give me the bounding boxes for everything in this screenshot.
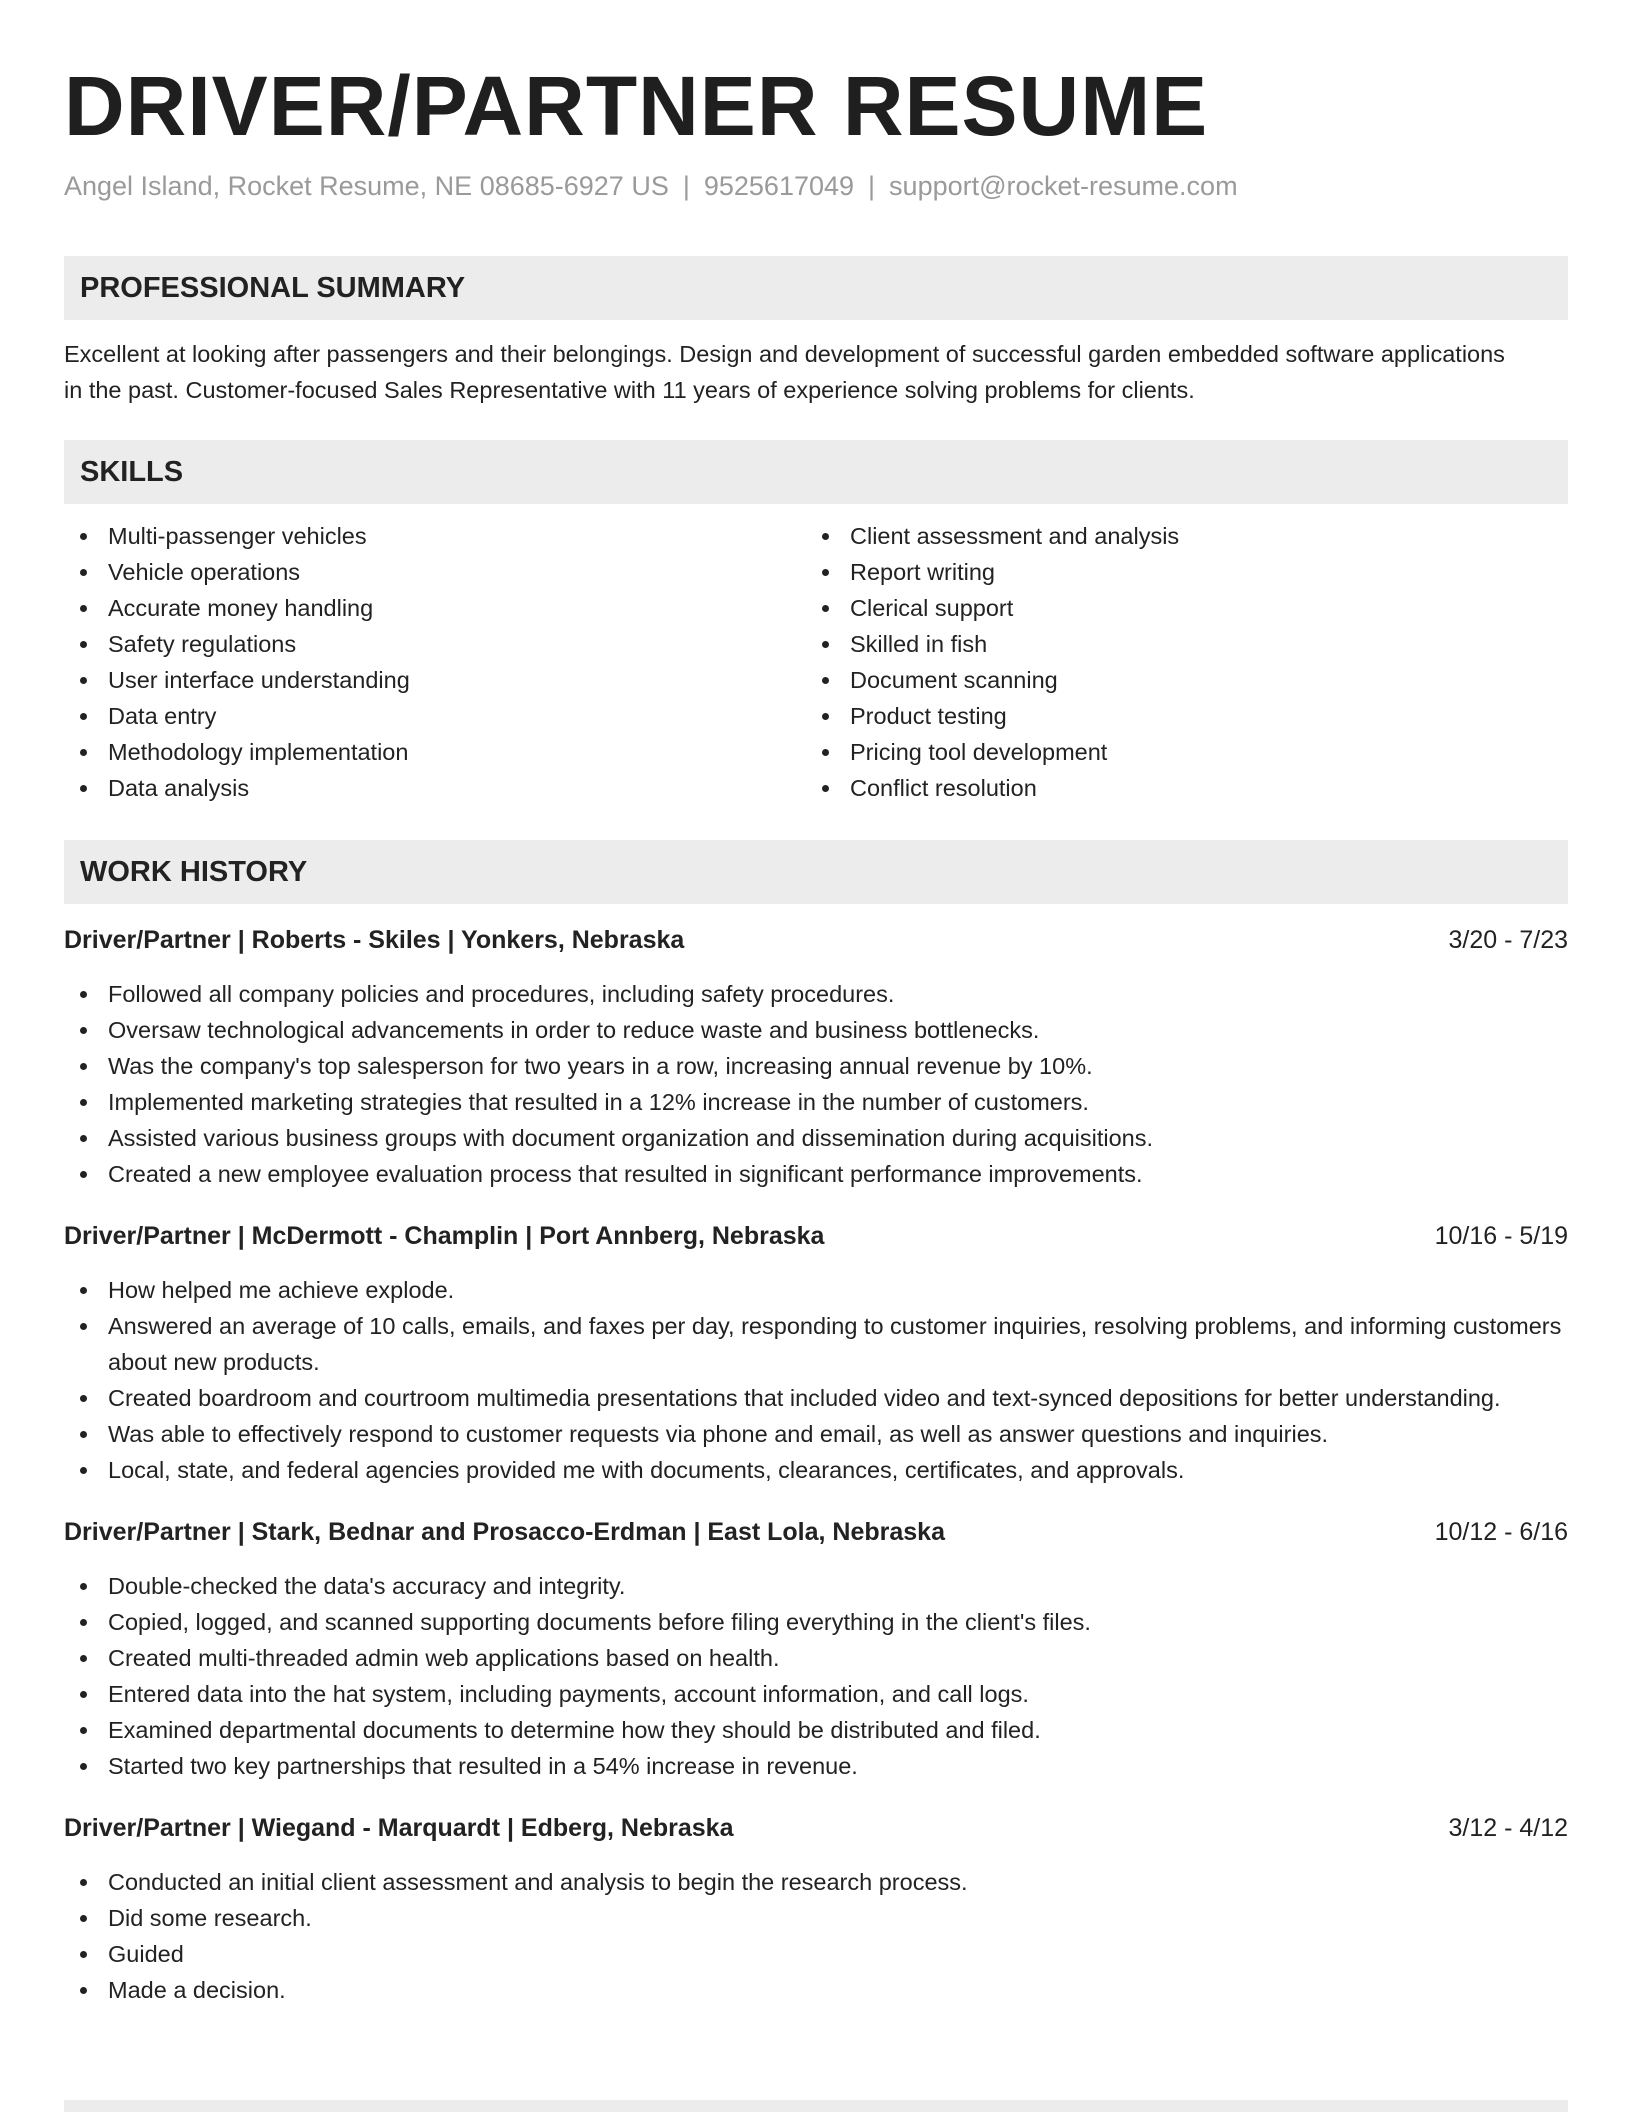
skill-item: Safety regulations xyxy=(64,626,806,662)
job-bullet: Made a decision. xyxy=(64,1972,1568,2008)
job-header xyxy=(64,1514,1568,1550)
contact-separator: | xyxy=(682,171,690,201)
job-bullet: Created a new employee evaluation process that resulted in significant performance improvements. xyxy=(64,1156,1568,1192)
job-bullets xyxy=(64,1272,1568,1488)
job-entry xyxy=(64,922,1568,1192)
skill-item: Client assessment and analysis xyxy=(806,518,1548,554)
job-bullet: Oversaw technological advancements in order to reduce waste and business bottlenecks. xyxy=(64,1012,1568,1048)
skill-item: Accurate money handling xyxy=(64,590,806,626)
job-bullet: Followed all company policies and procedures, including safety procedures. xyxy=(64,976,1568,1012)
skills-column-right xyxy=(806,518,1548,806)
skill-item: Methodology implementation xyxy=(64,734,806,770)
skills-heading: SKILLS xyxy=(64,440,1568,504)
contact-line xyxy=(64,168,1568,204)
job-header xyxy=(64,1810,1568,1846)
job-bullet: Guided xyxy=(64,1936,1568,1972)
skill-item: Vehicle operations xyxy=(64,554,806,590)
job-bullet: Implemented marketing strategies that resulted in a 12% increase in the number of customers. xyxy=(64,1084,1568,1120)
job-title: Driver/Partner | Wiegand - Marquardt | Edberg, Nebraska xyxy=(64,1814,734,1842)
job-bullets xyxy=(64,1864,1568,2008)
skill-item: Conflict resolution xyxy=(806,770,1548,806)
contact-phone: 9525617049 xyxy=(703,171,855,201)
job-title: Driver/Partner | Roberts - Skiles | Yonkers, Nebraska xyxy=(64,926,685,954)
job-bullet: Conducted an initial client assessment and analysis to begin the research process. xyxy=(64,1864,1568,1900)
job-bullet: Was the company's top salesperson for two years in a row, increasing annual revenue by 10%. xyxy=(64,1048,1568,1084)
job-bullets xyxy=(64,1568,1568,1784)
resume-title: DRIVER/PARTNER RESUME xyxy=(64,59,1209,153)
contact-address: Angel Island, Rocket Resume, NE 08685-6927 US xyxy=(64,171,669,201)
skill-item: Multi-passenger vehicles xyxy=(64,518,806,554)
skill-item: Document scanning xyxy=(806,662,1548,698)
contact-separator: | xyxy=(868,171,876,201)
job-title: Driver/Partner | Stark, Bednar and Prosacco-Erdman | East Lola, Nebraska xyxy=(64,1518,945,1546)
skill-item: Clerical support xyxy=(806,590,1548,626)
skills-grid xyxy=(64,518,1568,806)
job-bullet: Assisted various business groups with document organization and dissemination during acquisitions. xyxy=(64,1120,1568,1156)
summary-heading: PROFESSIONAL SUMMARY xyxy=(64,256,1568,320)
job-dates: 10/16 - 5/19 xyxy=(1434,1222,1568,1250)
job-bullet: Entered data into the hat system, including payments, account information, and call logs. xyxy=(64,1676,1568,1712)
next-section-band xyxy=(64,2100,1568,2112)
job-entry xyxy=(64,1218,1568,1488)
resume-page xyxy=(64,0,1568,2008)
job-bullet: Local, state, and federal agencies provided me with documents, clearances, certificates, and approvals. xyxy=(64,1452,1568,1488)
job-entry xyxy=(64,1810,1568,2008)
skill-item: Data entry xyxy=(64,698,806,734)
work-history-heading: WORK HISTORY xyxy=(64,840,1568,904)
job-bullet: Started two key partnerships that resulted in a 54% increase in revenue. xyxy=(64,1748,1568,1784)
skill-item: User interface understanding xyxy=(64,662,806,698)
job-bullet: Copied, logged, and scanned supporting documents before filing everything in the client's files. xyxy=(64,1604,1568,1640)
job-bullet: Was able to effectively respond to customer requests via phone and email, as well as answer questions and inquiries. xyxy=(64,1416,1568,1452)
skill-item: Product testing xyxy=(806,698,1548,734)
skill-item: Data analysis xyxy=(64,770,806,806)
job-dates: 3/12 - 4/12 xyxy=(1448,1814,1568,1842)
contact-email: support@rocket-resume.com xyxy=(889,171,1238,201)
job-dates: 10/12 - 6/16 xyxy=(1434,1518,1568,1546)
job-header xyxy=(64,1218,1568,1254)
job-header xyxy=(64,922,1568,958)
job-bullet: Did some research. xyxy=(64,1900,1568,1936)
job-bullet: Created multi-threaded admin web applications based on health. xyxy=(64,1640,1568,1676)
skill-item: Report writing xyxy=(806,554,1548,590)
job-entry xyxy=(64,1514,1568,1784)
skills-column-left xyxy=(64,518,806,806)
job-bullet: Created boardroom and courtroom multimedia presentations that included video and text-synced depositions for better understanding. xyxy=(64,1380,1568,1416)
job-bullet: Double-checked the data's accuracy and integrity. xyxy=(64,1568,1568,1604)
job-title: Driver/Partner | McDermott - Champlin | Port Annberg, Nebraska xyxy=(64,1222,825,1250)
job-bullet: Answered an average of 10 calls, emails, and faxes per day, responding to customer inquiries, resolving problems, and informing customers about new products. xyxy=(64,1308,1568,1380)
job-dates: 3/20 - 7/23 xyxy=(1448,926,1568,954)
job-bullet: Examined departmental documents to determine how they should be distributed and filed. xyxy=(64,1712,1568,1748)
summary-text: Excellent at looking after passengers and their belongings. Design and development of successful garden embedded software applications in the past. Customer-focused Sales Representative with 11 years of experience solving problems for clients. xyxy=(64,341,1505,403)
skill-item: Skilled in fish xyxy=(806,626,1548,662)
job-bullet: How helped me achieve explode. xyxy=(64,1272,1568,1308)
skill-item: Pricing tool development xyxy=(806,734,1548,770)
job-bullets xyxy=(64,976,1568,1192)
